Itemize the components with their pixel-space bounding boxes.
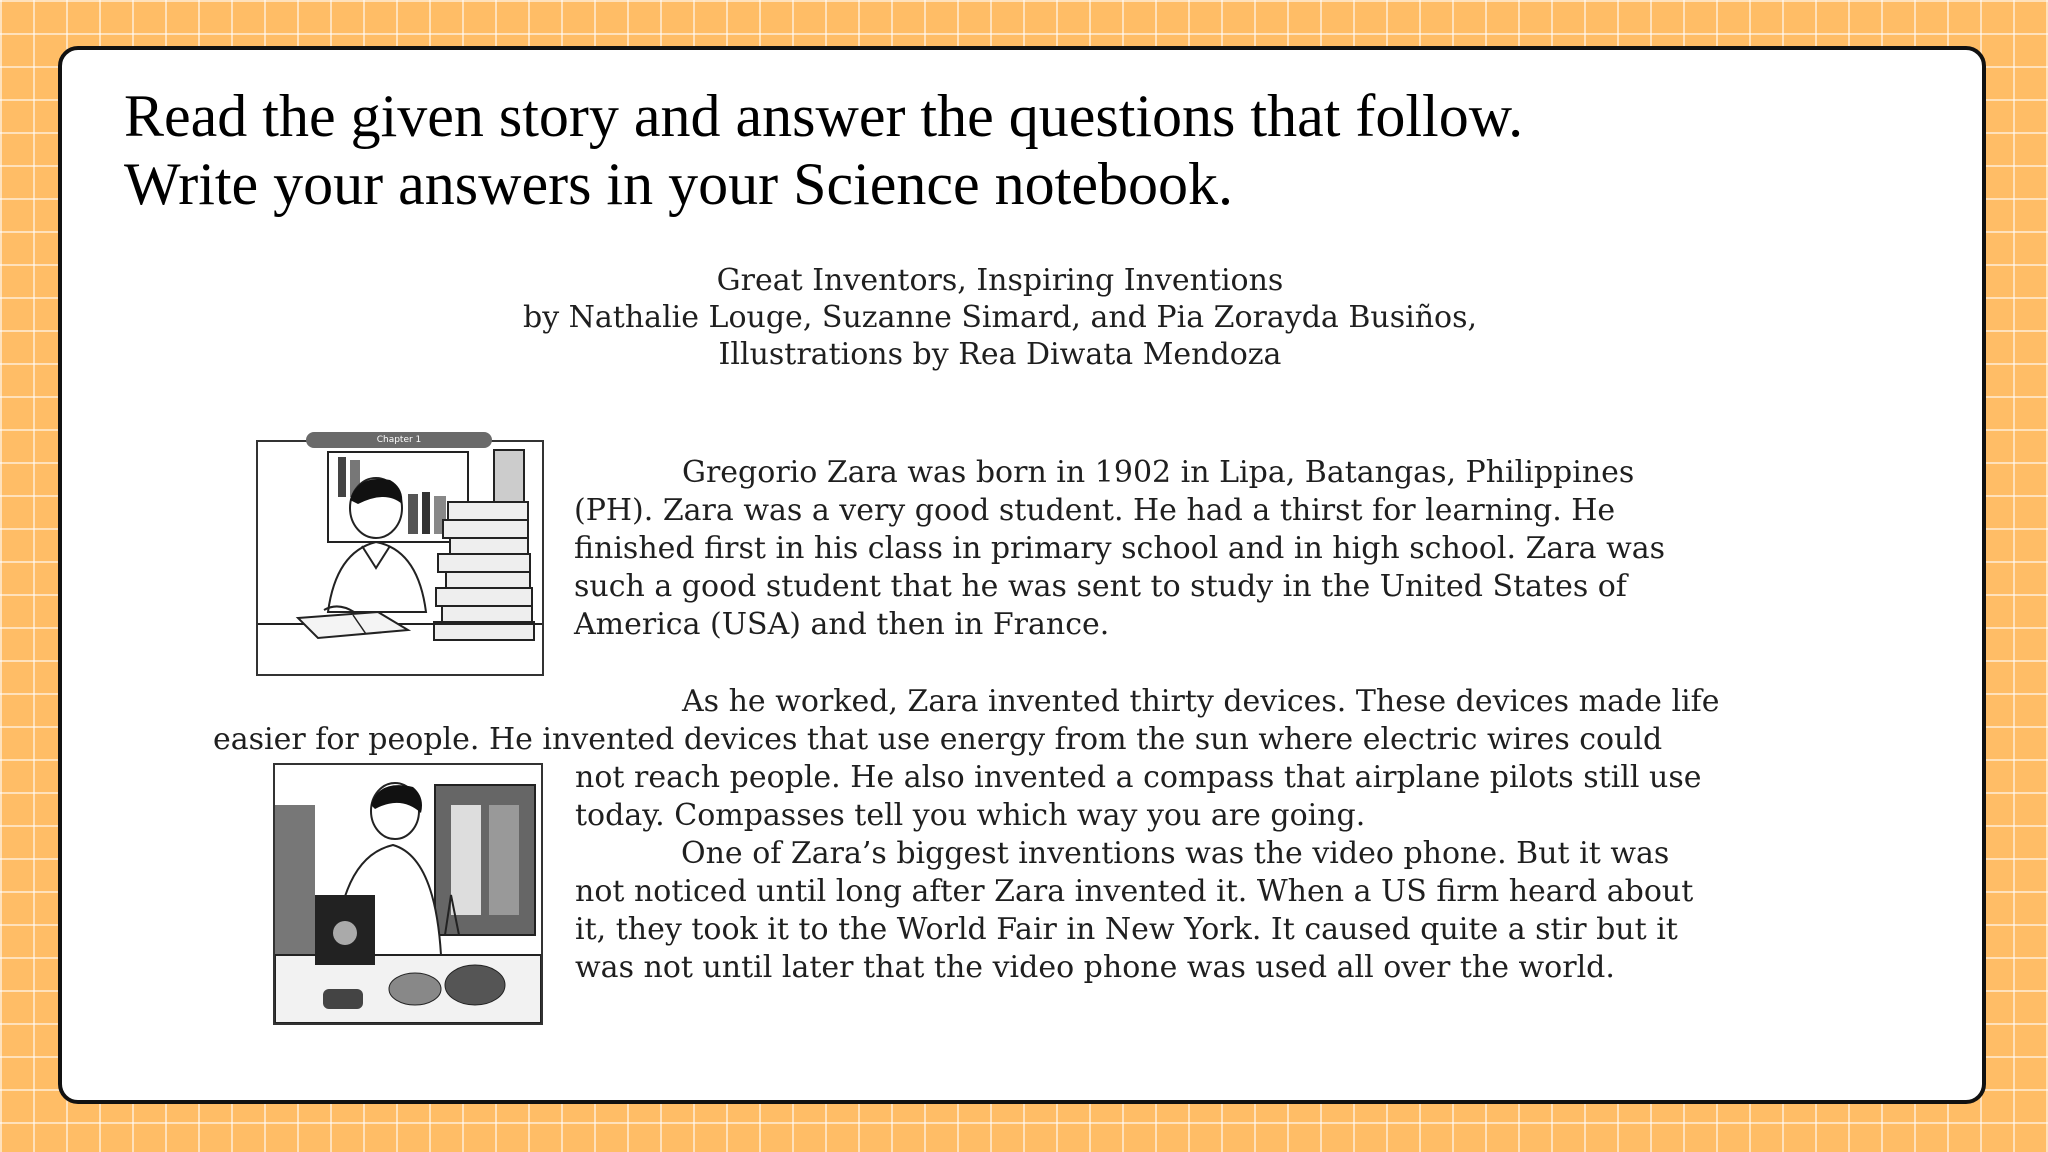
paragraph-line: such a good student that he was sent to study in the United States of — [574, 569, 1627, 604]
paragraph-line: not noticed until long after Zara invented it. When a US firm heard about — [575, 874, 1694, 909]
story-paragraph-3 — [575, 835, 1693, 987]
paragraph-line: (PH). Zara was a very good student. He had a thirst for learning. He — [574, 493, 1616, 528]
story-illustrator: Illustrations by Rea Diwata Mendoza — [718, 337, 1282, 372]
paragraph-line: was not until later that the video phone was used all over the world. — [575, 950, 1615, 985]
paragraph-line: As he worked, Zara invented thirty devices. These devices made life — [682, 684, 1720, 719]
paragraph-line: not reach people. He also invented a compass that airplane pilots still use — [575, 760, 1702, 795]
story-authors: by Nathalie Louge, Suzanne Simard, and Pia Zorayda Busiños, — [522, 300, 1478, 335]
story-paragraph-2-start — [213, 683, 1720, 759]
story-credits — [300, 262, 1700, 373]
instructions-line-1: Read the given story and answer the questions that follow. — [124, 83, 1524, 149]
instructions-heading — [124, 82, 1523, 218]
illustration-inventor-workshop — [273, 763, 543, 1025]
paragraph-line: it, they took it to the World Fair in New York. It caused quite a stir but it — [575, 912, 1678, 947]
story-paragraph-2-rest — [575, 759, 1701, 835]
chapter-label: Chapter 1 — [306, 432, 492, 448]
story-title: Great Inventors, Inspiring Inventions — [716, 263, 1284, 298]
paragraph-line: Gregorio Zara was born in 1902 in Lipa, Batangas, Philippines — [682, 455, 1635, 490]
paragraph-line: today. Compasses tell you which way you are going. — [575, 798, 1366, 833]
story-paragraph-1 — [574, 454, 1665, 644]
paragraph-line: finished first in his class in primary school and in high school. Zara was — [574, 531, 1666, 566]
paragraph-line: One of Zara’s biggest inventions was the video phone. But it was — [681, 836, 1670, 871]
instructions-line-2: Write your answers in your Science notebook. — [124, 151, 1233, 217]
paragraph-line: easier for people. He invented devices that use energy from the sun where electric wires could — [213, 722, 1663, 757]
paragraph-line: America (USA) and then in France. — [574, 607, 1110, 642]
illustration-boy-studying — [256, 440, 544, 676]
